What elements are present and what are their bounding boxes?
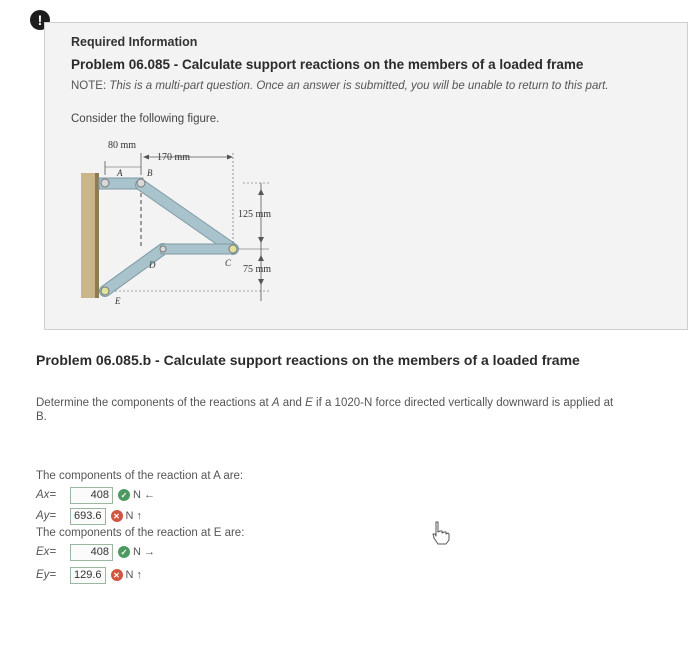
consider-figure-text: Consider the following figure. [71, 113, 220, 125]
member-dc [161, 244, 235, 254]
required-info-heading: Required Information [71, 35, 198, 49]
note-body: This is a multi-part question. Once an answer is submitted, you will be unable to return to this part. [109, 80, 609, 92]
pin-b [137, 179, 145, 187]
ax-input[interactable]: 408 [70, 487, 113, 504]
answer-row-ax [36, 486, 155, 504]
pin-e [101, 287, 109, 295]
point-d-label: D [149, 260, 156, 270]
arrow-head [258, 237, 264, 243]
point-c-label: C [225, 258, 232, 268]
correct-check-icon: ✓ [118, 546, 130, 558]
reaction-a-prompt: The components of the reaction at A are: [36, 470, 244, 482]
arrow-head [143, 155, 149, 160]
question-text: and [279, 397, 306, 409]
ax-unit: N ← [133, 489, 155, 501]
question-text: if a 1020-N force directed vertically downward is applied at [312, 397, 614, 409]
part-b-title: Problem 06.085.b - Calculate support reactions on the members of a loaded frame [36, 352, 580, 368]
arrow-head [258, 279, 264, 285]
question-point-a: A [271, 397, 280, 409]
ey-label: Ey= [36, 569, 57, 581]
hand-cursor-icon [430, 520, 452, 546]
arrow-head [258, 189, 264, 195]
required-information-panel [44, 22, 688, 330]
question-text: Determine the components of the reactions at [36, 397, 272, 409]
ay-label: Ay= [36, 510, 57, 522]
ay-unit: N ↑ [125, 510, 143, 522]
arrow-head [258, 255, 264, 261]
note-text [71, 79, 671, 94]
question-text: B. [36, 411, 47, 423]
note-lead: NOTE: [71, 80, 110, 92]
answer-row-ay [36, 507, 142, 525]
dim-125-label: 125 mm [238, 209, 272, 220]
ax-label: Ax= [36, 489, 57, 501]
question-point-e: E [305, 397, 313, 409]
point-e-label: E [115, 296, 121, 306]
wall-edge [95, 173, 99, 298]
dim-80-label: 80 mm [108, 140, 137, 151]
dim-75-label: 75 mm [243, 264, 272, 275]
pin-d [160, 246, 166, 252]
ex-unit: N → [133, 546, 155, 558]
frame-figure [75, 131, 295, 321]
problem-title: Problem 06.085 - Calculate support reactions on the members of a loaded frame [71, 57, 584, 72]
ey-unit: N ↑ [125, 569, 143, 581]
alert-icon: ! [30, 10, 50, 30]
answer-row-ey [36, 566, 142, 584]
pin-a [101, 179, 109, 187]
point-a-label: A [117, 168, 123, 178]
dim-170-label: 170 mm [157, 152, 191, 163]
wall-support [81, 173, 95, 298]
correct-check-icon: ✓ [118, 489, 130, 501]
member-bc [141, 185, 233, 249]
answer-row-ex [36, 543, 155, 561]
reaction-e-prompt: The components of the reaction at E are: [36, 527, 245, 539]
arrow-head [227, 155, 233, 160]
ey-input[interactable]: 129.6 [70, 567, 106, 584]
part-b-question [36, 396, 700, 424]
incorrect-x-icon: ✕ [111, 569, 123, 581]
member-ed [105, 249, 163, 291]
incorrect-x-icon: ✕ [111, 510, 123, 522]
pin-c [229, 245, 237, 253]
ex-input[interactable]: 408 [70, 544, 113, 561]
ex-label: Ex= [36, 546, 57, 558]
point-b-label: B [147, 168, 153, 178]
ay-input[interactable]: 693.6 [70, 508, 106, 525]
